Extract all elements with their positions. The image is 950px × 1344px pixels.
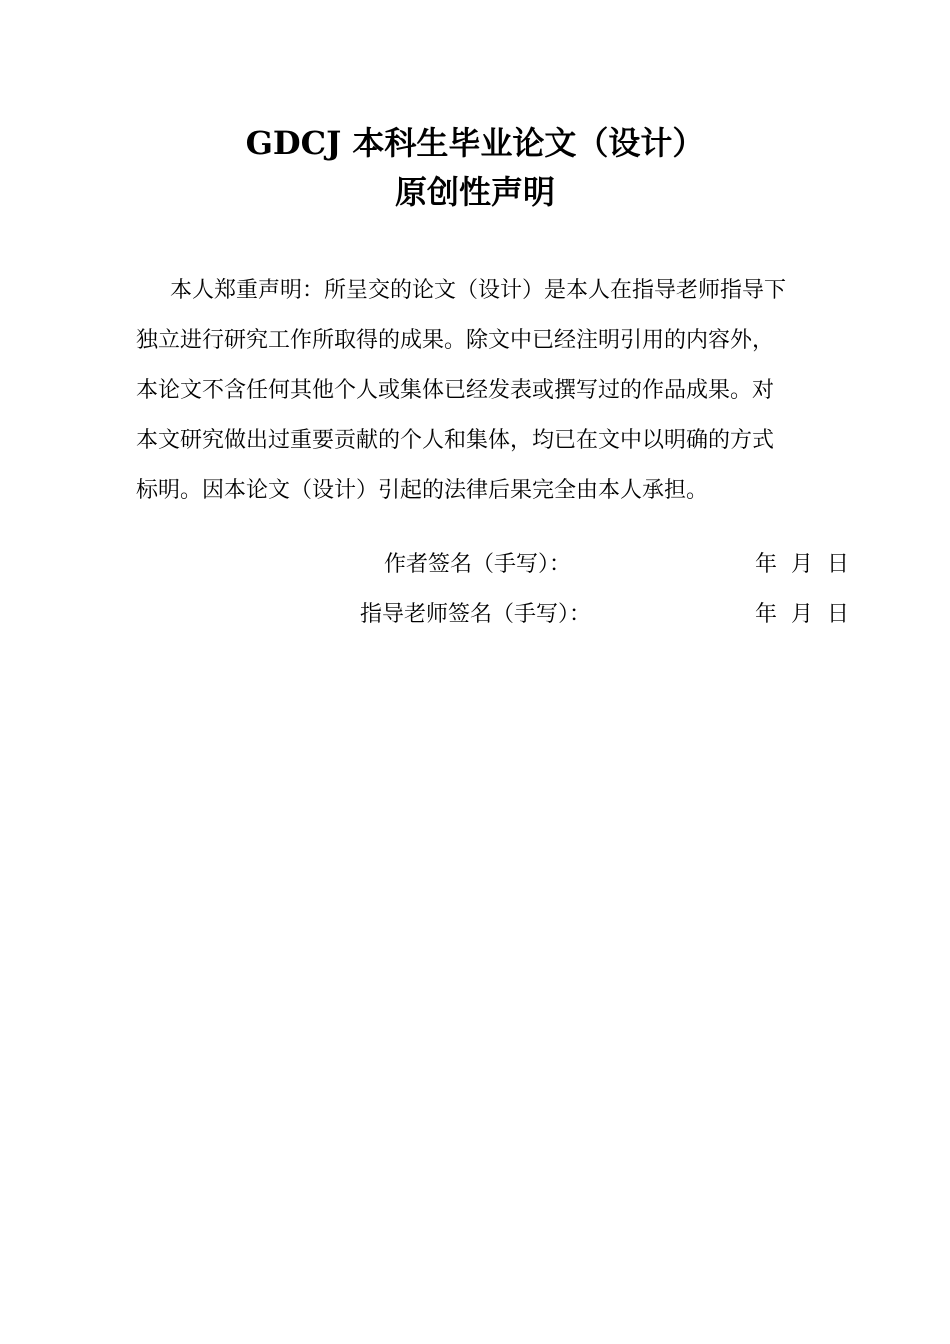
document-subtitle: 原创性声明 bbox=[394, 173, 555, 211]
advisor-date bbox=[755, 595, 849, 635]
year-label: 年 bbox=[755, 552, 778, 577]
day-label: 日 bbox=[827, 602, 850, 627]
year-label: 年 bbox=[755, 602, 778, 627]
author-date bbox=[755, 545, 849, 585]
declaration-line: 本人郑重声明：所呈交的论文（设计）是本人在指导老师指导下 bbox=[170, 278, 787, 303]
author-signature-row bbox=[0, 545, 950, 585]
month-label: 月 bbox=[791, 602, 814, 627]
declaration-line: 独立进行研究工作所取得的成果。除文中已经注明引用的内容外， bbox=[136, 328, 775, 353]
month-label: 月 bbox=[791, 552, 814, 577]
declaration-line: 本文研究做出过重要贡献的个人和集体，均已在文中以明确的方式 bbox=[136, 428, 775, 453]
advisor-signature-label: 指导老师签名（手写）： bbox=[360, 602, 592, 627]
advisor-signature-row bbox=[0, 595, 950, 635]
declaration-paragraph bbox=[136, 266, 856, 516]
declaration-line: 标明。因本论文（设计）引起的法律后果完全由本人承担。 bbox=[136, 478, 709, 503]
document-title: GDCJ 本科生毕业论文（设计） bbox=[245, 124, 705, 162]
declaration-line: 本论文不含任何其他个人或集体已经发表或撰写过的作品成果。对 bbox=[136, 378, 775, 403]
author-signature-label: 作者签名（手写）： bbox=[384, 552, 572, 577]
day-label: 日 bbox=[827, 552, 850, 577]
